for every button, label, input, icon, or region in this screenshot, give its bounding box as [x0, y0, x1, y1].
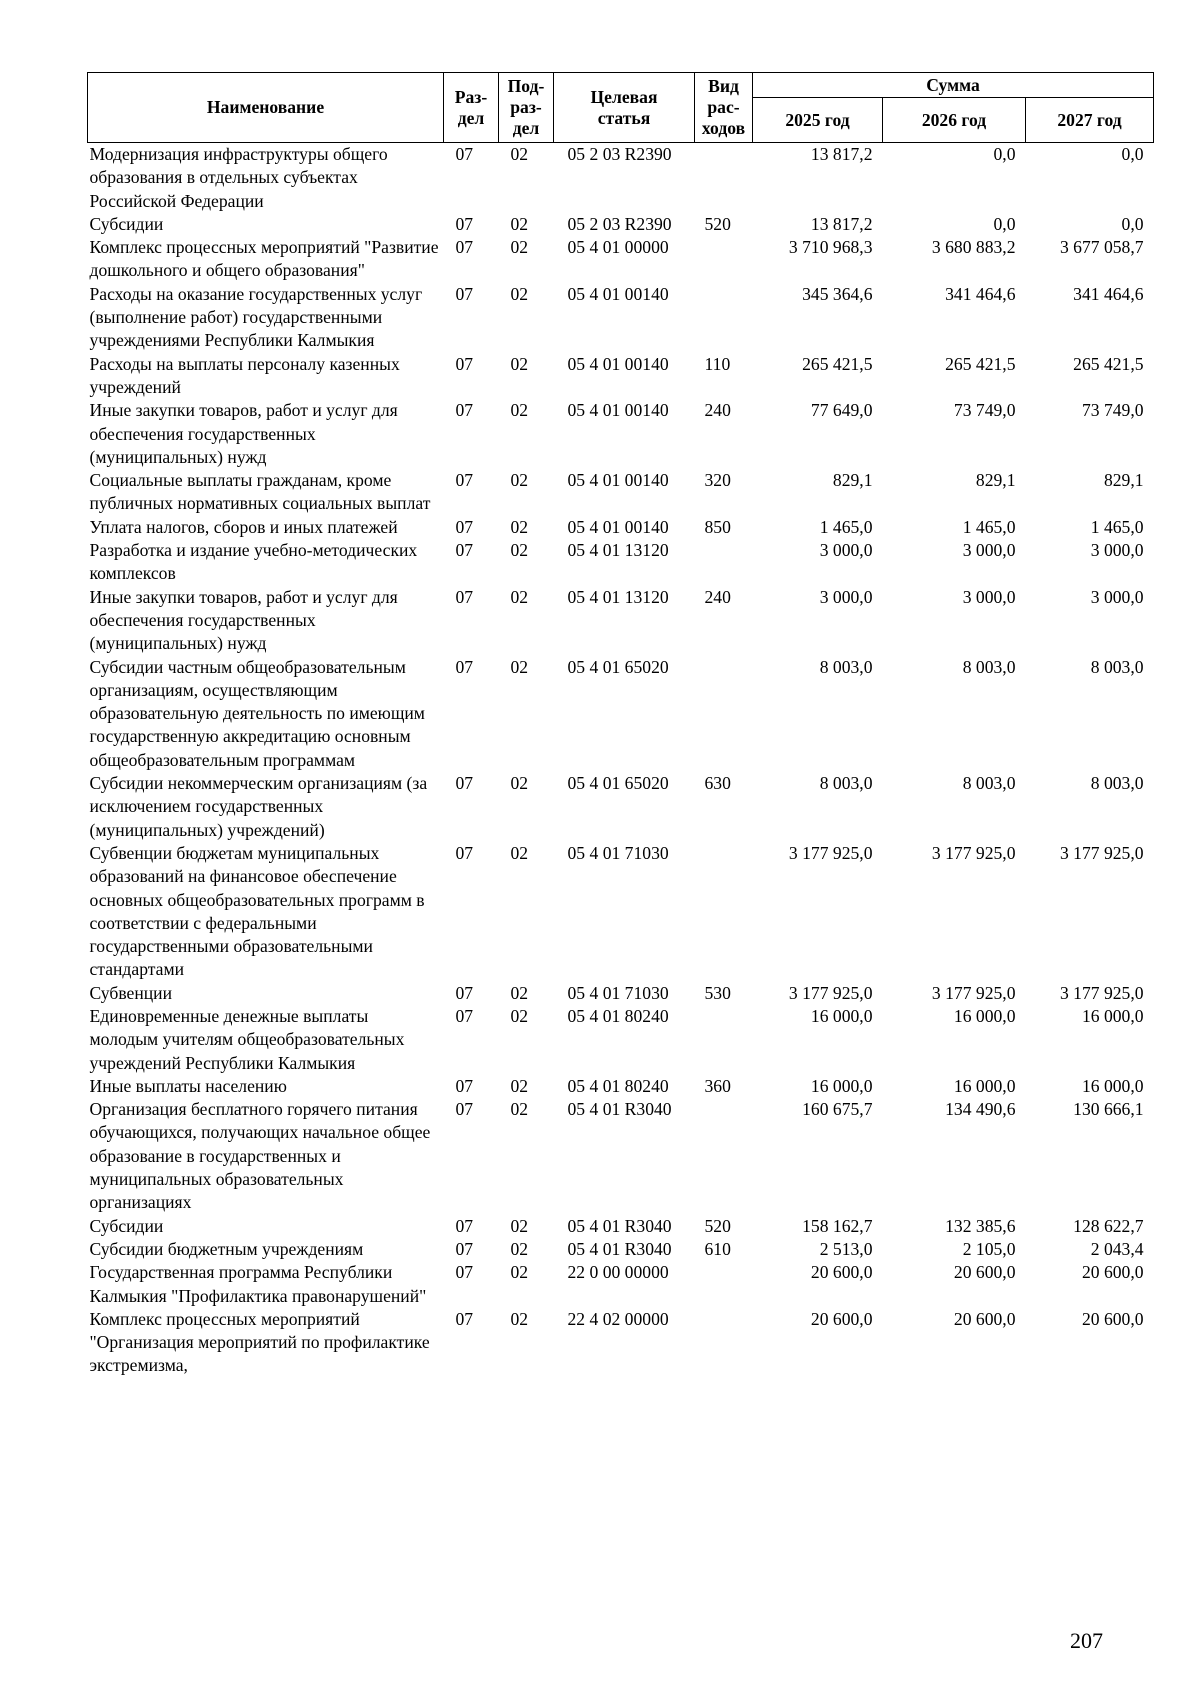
row-sum-2026: 829,1 [975, 470, 1016, 491]
row-vid: 610 [704, 1238, 731, 1259]
row-podrazdel: 02 [510, 1005, 529, 1026]
row-sum-2025: 3 177 925,0 [788, 982, 873, 1003]
row-sum-2027: 3 177 925,0 [1059, 982, 1144, 1003]
row-celevaya: 05 4 01 R3040 [567, 1215, 672, 1236]
row-celevaya: 05 4 01 65020 [567, 656, 669, 677]
row-sum-2026: 1 465,0 [962, 516, 1016, 537]
row-sum-2026: 3 000,0 [962, 586, 1016, 607]
row-podrazdel: 02 [510, 516, 529, 537]
table-row [88, 539, 1154, 586]
row-sum-2026: 0,0 [993, 213, 1016, 234]
row-name: Комплекс процессных мероприятий "Развитие дошкольного и общего образования" [89, 237, 439, 281]
row-name: Субсидии некоммерческим организациям (за исключением государственных (муниципальных) учреждений) [89, 773, 428, 840]
row-razdel: 07 [455, 144, 474, 164]
row-razdel: 07 [455, 1075, 474, 1096]
row-name: Уплата налогов, сборов и иных платежей [89, 516, 398, 537]
row-vid [695, 656, 753, 772]
row-name: Иные закупки товаров, работ и услуг для обеспечения государственных (муниципальных) нужд [89, 400, 398, 467]
row-razdel: 07 [455, 540, 474, 561]
row-name: Субсидии [89, 1215, 164, 1236]
row-name: Субсидии бюджетным учреждениям [89, 1238, 364, 1259]
row-vid: 630 [704, 773, 731, 794]
row-celevaya: 05 4 01 71030 [567, 982, 669, 1003]
row-sum-2027: 130 666,1 [1073, 1099, 1144, 1120]
header-vid: Вид рас- ходов [695, 73, 753, 143]
row-sum-2026: 265 421,5 [945, 353, 1016, 374]
row-razdel: 07 [455, 1215, 474, 1236]
row-sum-2027: 265 421,5 [1073, 353, 1144, 374]
row-vid [695, 1261, 753, 1308]
row-vid: 520 [704, 213, 731, 234]
row-razdel: 07 [455, 842, 474, 863]
row-razdel: 07 [455, 516, 474, 537]
row-celevaya: 22 0 00 00000 [567, 1262, 669, 1283]
row-podrazdel: 02 [510, 1099, 529, 1120]
row-podrazdel: 02 [510, 656, 529, 677]
row-podrazdel: 02 [510, 773, 529, 794]
row-sum-2027: 20 600,0 [1081, 1262, 1144, 1283]
row-sum-2025: 16 000,0 [810, 1075, 873, 1096]
row-sum-2027: 8 003,0 [1090, 656, 1144, 677]
table-body [88, 143, 1154, 1378]
row-name: Субвенции [89, 982, 172, 1003]
row-razdel: 07 [455, 353, 474, 374]
row-razdel: 07 [455, 1308, 474, 1329]
row-sum-2026: 0,0 [993, 144, 1016, 164]
row-name: Организация бесплатного горячего питания обучающихся, получающих начальное общее образование в государственных и муниципальных образовательных организациях [89, 1099, 431, 1213]
row-podrazdel: 02 [510, 982, 529, 1003]
row-sum-2025: 829,1 [832, 470, 873, 491]
row-sum-2027: 20 600,0 [1081, 1308, 1144, 1329]
table-row [88, 516, 1154, 539]
row-sum-2026: 132 385,6 [945, 1215, 1016, 1236]
row-vid [695, 1308, 753, 1378]
row-vid [695, 143, 753, 213]
table-row [88, 399, 1154, 469]
row-sum-2026: 8 003,0 [962, 773, 1016, 794]
row-podrazdel: 02 [510, 237, 529, 258]
row-sum-2025: 13 817,2 [810, 213, 873, 234]
header-year-2026: 2026 год [883, 98, 1026, 143]
row-sum-2025: 158 162,7 [802, 1215, 873, 1236]
row-sum-2027: 128 622,7 [1073, 1215, 1144, 1236]
table-row [88, 1075, 1154, 1098]
row-vid: 320 [704, 470, 731, 491]
table-row [88, 1261, 1154, 1308]
table-row [88, 842, 1154, 982]
table-row [88, 1005, 1154, 1075]
row-sum-2027: 3 177 925,0 [1059, 842, 1144, 863]
header-year-2025: 2025 год [753, 98, 883, 143]
row-celevaya: 05 4 01 71030 [567, 842, 669, 863]
table-row [88, 469, 1154, 516]
row-podrazdel: 02 [510, 586, 529, 607]
row-podrazdel: 02 [510, 144, 529, 164]
row-podrazdel: 02 [510, 213, 529, 234]
row-sum-2027: 16 000,0 [1081, 1005, 1144, 1026]
row-podrazdel: 02 [510, 1238, 529, 1259]
row-sum-2026: 16 000,0 [953, 1075, 1016, 1096]
row-podrazdel: 02 [510, 1075, 529, 1096]
row-vid [695, 1005, 753, 1075]
row-sum-2026: 16 000,0 [953, 1005, 1016, 1026]
table-header [88, 73, 1154, 143]
row-sum-2025: 1 465,0 [819, 516, 873, 537]
row-sum-2026: 3 680 883,2 [931, 237, 1016, 258]
row-sum-2025: 160 675,7 [802, 1099, 873, 1120]
row-vid [695, 842, 753, 982]
row-name: Расходы на оказание государственных услуг (выполнение работ) государственными учреждениями Республики Калмыкия [89, 283, 423, 351]
row-razdel: 07 [455, 237, 474, 258]
row-razdel: 07 [455, 213, 474, 234]
table-row [88, 213, 1154, 236]
table-row [88, 236, 1154, 283]
row-sum-2027: 0,0 [1121, 144, 1144, 164]
row-celevaya: 05 4 01 80240 [567, 1075, 669, 1096]
header-name: Наименование [88, 73, 444, 143]
row-sum-2026: 2 105,0 [962, 1238, 1016, 1259]
row-sum-2025: 3 000,0 [819, 586, 873, 607]
row-razdel: 07 [455, 1099, 474, 1120]
row-sum-2025: 8 003,0 [819, 656, 873, 677]
row-podrazdel: 02 [510, 540, 529, 561]
row-celevaya: 05 4 01 00140 [567, 470, 669, 491]
row-sum-2026: 3 177 925,0 [931, 982, 1016, 1003]
table-row [88, 586, 1154, 656]
row-vid: 530 [704, 982, 731, 1003]
row-podrazdel: 02 [510, 353, 529, 374]
row-name: Расходы на выплаты персоналу казенных учреждений [89, 353, 400, 397]
row-sum-2025: 3 177 925,0 [788, 842, 873, 863]
table-row [88, 656, 1154, 772]
row-sum-2025: 8 003,0 [819, 773, 873, 794]
row-razdel: 07 [455, 1238, 474, 1259]
row-name: Государственная программа Республики Калмыкия "Профилактика правонарушений" [89, 1262, 427, 1306]
row-name: Иные выплаты населению [89, 1075, 287, 1096]
header-razdel: Раз- дел [444, 73, 499, 143]
row-razdel: 07 [455, 1262, 474, 1283]
budget-table [87, 72, 1154, 1378]
row-razdel: 07 [455, 470, 474, 491]
row-razdel: 07 [455, 982, 474, 1003]
row-vid: 360 [704, 1075, 731, 1096]
row-sum-2025: 13 817,2 [810, 144, 873, 164]
row-razdel: 07 [455, 586, 474, 607]
row-celevaya: 05 4 01 00000 [567, 237, 669, 258]
row-celevaya: 05 4 01 00140 [567, 283, 669, 304]
row-name: Модернизация инфраструктуры общего образования в отдельных субъектах Российской Федерации [89, 144, 388, 211]
row-sum-2025: 77 649,0 [810, 400, 873, 421]
row-celevaya: 05 4 01 R3040 [567, 1238, 672, 1259]
row-celevaya: 05 4 01 65020 [567, 773, 669, 794]
row-celevaya: 05 4 01 R3040 [567, 1099, 672, 1120]
table-row [88, 1238, 1154, 1261]
row-sum-2025: 2 513,0 [819, 1238, 873, 1259]
row-celevaya: 22 4 02 00000 [567, 1308, 669, 1329]
row-sum-2025: 20 600,0 [810, 1262, 873, 1283]
row-sum-2026: 20 600,0 [953, 1308, 1016, 1329]
row-sum-2027: 3 677 058,7 [1059, 237, 1144, 258]
row-sum-2025: 3 000,0 [819, 540, 873, 561]
page-number: 207 [1070, 1628, 1103, 1653]
row-celevaya: 05 2 03 R2390 [567, 144, 672, 164]
row-podrazdel: 02 [510, 400, 529, 421]
row-sum-2026: 20 600,0 [953, 1262, 1016, 1283]
row-sum-2027: 73 749,0 [1081, 400, 1144, 421]
row-celevaya: 05 4 01 13120 [567, 586, 669, 607]
row-sum-2025: 20 600,0 [810, 1308, 873, 1329]
header-podrazdel: Под- раз- дел [499, 73, 554, 143]
row-razdel: 07 [455, 773, 474, 794]
row-celevaya: 05 4 01 00140 [567, 400, 669, 421]
row-sum-2025: 3 710 968,3 [788, 237, 873, 258]
row-sum-2027: 1 465,0 [1090, 516, 1144, 537]
row-sum-2026: 134 490,6 [945, 1099, 1016, 1120]
row-vid: 240 [704, 586, 731, 607]
header-summa: Сумма [753, 73, 1154, 98]
row-razdel: 07 [455, 656, 474, 677]
row-sum-2025: 16 000,0 [810, 1005, 873, 1026]
row-razdel: 07 [455, 400, 474, 421]
header-celevaya: Целевая статья [554, 73, 695, 143]
row-vid: 850 [704, 516, 731, 537]
table-row [88, 1215, 1154, 1238]
row-sum-2026: 3 177 925,0 [931, 842, 1016, 863]
row-vid [695, 236, 753, 283]
row-name: Субсидии [89, 213, 164, 234]
row-celevaya: 05 4 01 80240 [567, 1005, 669, 1026]
row-sum-2027: 0,0 [1121, 213, 1144, 234]
row-sum-2026: 341 464,6 [945, 283, 1016, 304]
row-name: Иные закупки товаров, работ и услуг для обеспечения государственных (муниципальных) нужд [89, 586, 398, 654]
table-row [88, 283, 1154, 353]
row-vid [695, 1098, 753, 1214]
table-row [88, 772, 1154, 842]
row-sum-2027: 829,1 [1103, 470, 1144, 491]
row-name: Единовременные денежные выплаты молодым учителям общеобразовательных учреждений Республики Калмыкия [89, 1005, 405, 1073]
row-sum-2026: 3 000,0 [962, 540, 1016, 561]
row-razdel: 07 [455, 283, 474, 304]
row-sum-2027: 3 000,0 [1090, 586, 1144, 607]
row-sum-2027: 8 003,0 [1090, 773, 1144, 794]
row-sum-2026: 8 003,0 [962, 656, 1016, 677]
row-podrazdel: 02 [510, 470, 529, 491]
row-vid [695, 539, 753, 586]
row-sum-2025: 345 364,6 [802, 283, 873, 304]
row-razdel: 07 [455, 1005, 474, 1026]
row-sum-2027: 16 000,0 [1081, 1075, 1144, 1096]
row-podrazdel: 02 [510, 1308, 529, 1329]
row-podrazdel: 02 [510, 1262, 529, 1283]
row-podrazdel: 02 [510, 1215, 529, 1236]
row-name: Разработка и издание учебно-методических комплексов [89, 540, 418, 584]
row-celevaya: 05 2 03 R2390 [567, 213, 672, 234]
row-name: Комплекс процессных мероприятий "Организация мероприятий по профилактике экстремизма, [89, 1308, 430, 1376]
table-row [88, 982, 1154, 1005]
row-name: Субвенции бюджетам муниципальных образований на финансовое обеспечение основных общеобразовательных программ в соответствии с федеральными государственными образовательными стандартами [89, 842, 425, 980]
row-vid [695, 283, 753, 353]
row-name: Социальные выплаты гражданам, кроме публичных нормативных социальных выплат [89, 470, 431, 514]
table-row [88, 143, 1154, 213]
row-sum-2025: 265 421,5 [802, 353, 873, 374]
row-sum-2027: 3 000,0 [1090, 540, 1144, 561]
row-name: Субсидии частным общеобразовательным организациям, осуществляющим образовательную деятельность по имеющим государственную аккредитацию основным общеобразовательным программам [89, 656, 425, 770]
row-sum-2027: 2 043,4 [1090, 1238, 1144, 1259]
header-year-2027: 2027 год [1026, 98, 1154, 143]
row-sum-2027: 341 464,6 [1073, 283, 1144, 304]
row-celevaya: 05 4 01 00140 [567, 353, 669, 374]
row-podrazdel: 02 [510, 283, 529, 304]
document-page [87, 72, 1153, 1378]
row-celevaya: 05 4 01 13120 [567, 540, 669, 561]
row-vid: 110 [704, 353, 731, 374]
row-celevaya: 05 4 01 00140 [567, 516, 669, 537]
table-row [88, 353, 1154, 400]
row-vid: 520 [704, 1215, 731, 1236]
table-row [88, 1308, 1154, 1378]
table-row [88, 1098, 1154, 1214]
row-sum-2026: 73 749,0 [953, 400, 1016, 421]
row-vid: 240 [704, 400, 731, 421]
row-podrazdel: 02 [510, 842, 529, 863]
